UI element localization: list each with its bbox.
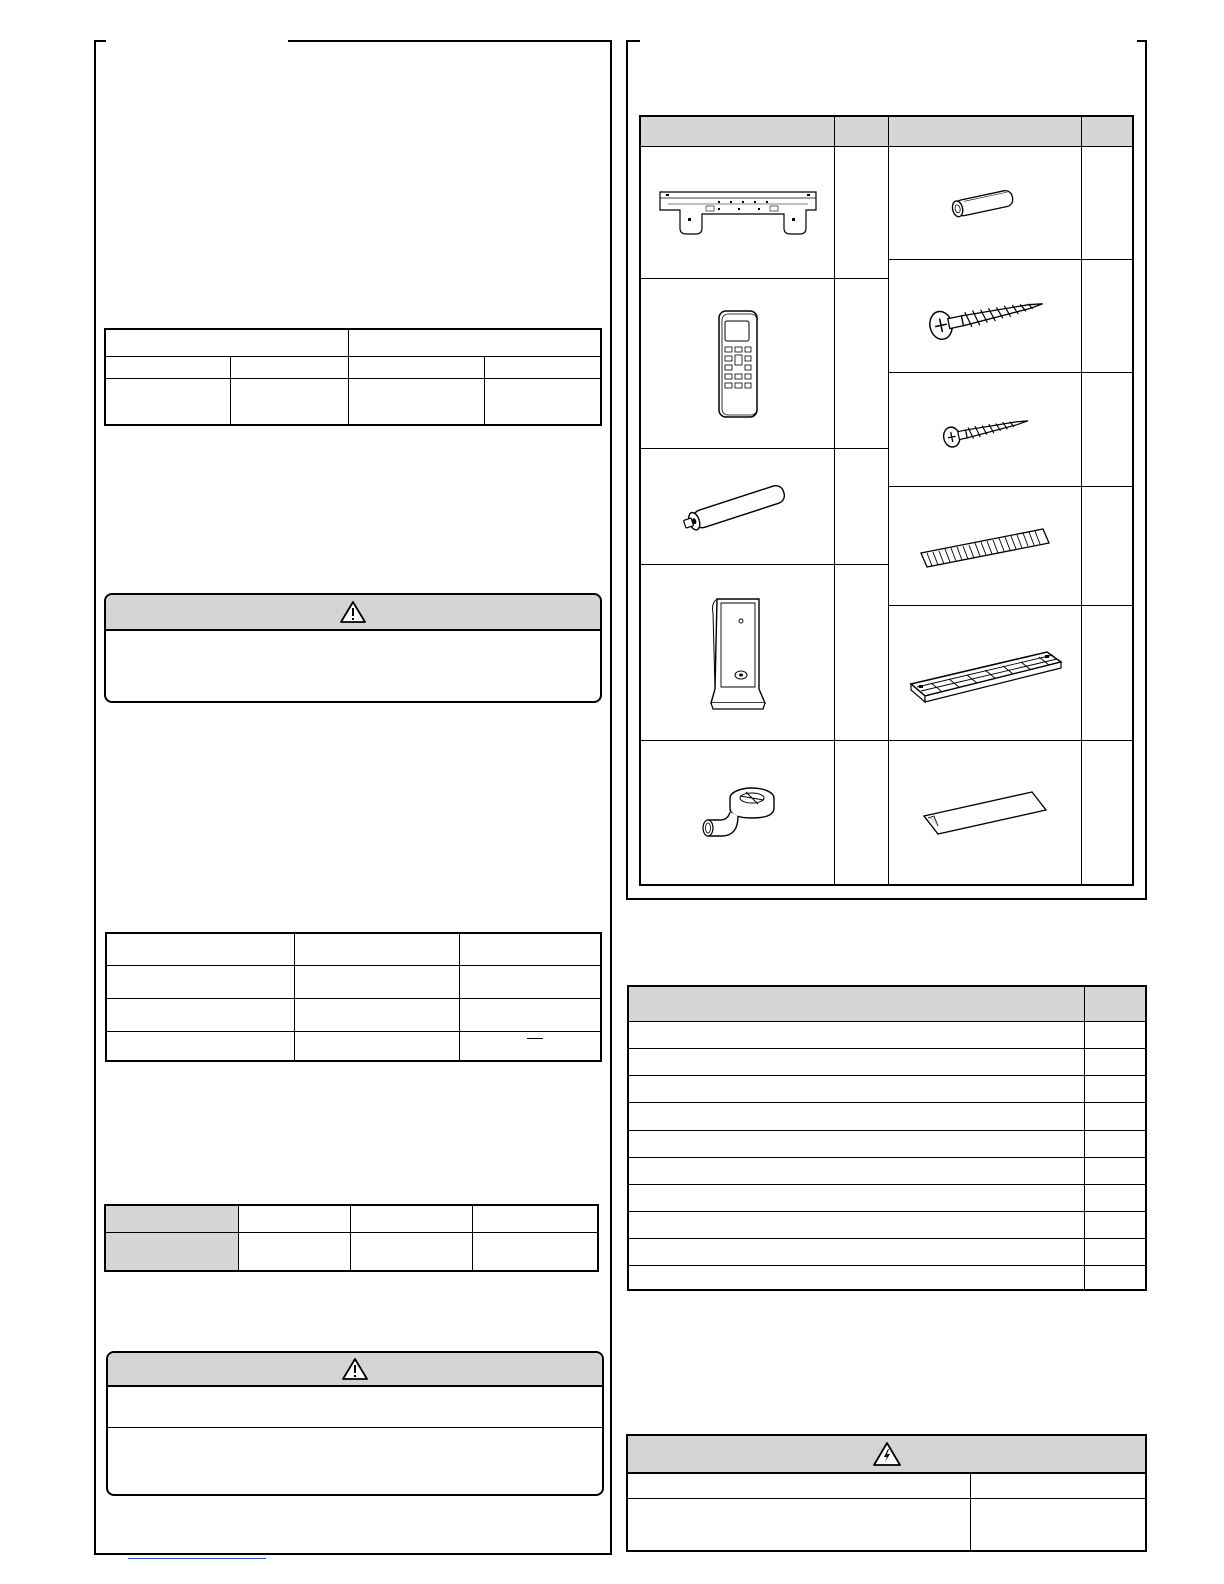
remote-holder-icon	[703, 593, 773, 713]
qty-cell	[835, 565, 889, 741]
qty-cell	[1082, 260, 1132, 373]
accessory-cell	[641, 279, 835, 449]
accessory-header	[889, 117, 1082, 147]
remote-controller-icon	[713, 309, 763, 419]
warning-triangle-icon	[342, 1358, 368, 1380]
electric-warning-header	[628, 1436, 1145, 1474]
electric-shock-icon	[873, 1442, 901, 1466]
accessory-cell	[889, 487, 1082, 606]
small-screw-icon	[935, 405, 1035, 455]
power-spec-table	[104, 328, 602, 426]
qty-cell	[1082, 487, 1132, 606]
qty-header	[1082, 117, 1132, 147]
mounting-plate-icon	[658, 188, 818, 238]
electric-warning-box	[626, 1434, 1147, 1552]
checklist-header	[629, 987, 1145, 1021]
accessory-cell	[641, 449, 835, 565]
accessory-cell	[641, 741, 835, 884]
pipe-table	[104, 1204, 599, 1272]
qty-cell	[835, 741, 889, 884]
accessory-cell	[889, 606, 1082, 741]
overline-mark	[527, 1038, 543, 1039]
drain-joint-icon	[698, 778, 778, 848]
accessory-cell	[889, 741, 1082, 884]
qty-cell	[1082, 147, 1132, 260]
air-filter-icon	[905, 638, 1065, 708]
qty-header	[835, 117, 889, 147]
tape-sheet-icon	[920, 788, 1050, 838]
warning-triangle-icon	[340, 601, 366, 623]
accessory-cell	[641, 565, 835, 741]
qty-cell	[1082, 373, 1132, 487]
checklist-table	[627, 985, 1147, 1291]
accessory-cell	[889, 147, 1082, 260]
battery-icon	[678, 482, 798, 532]
warning-header	[108, 1353, 602, 1387]
warning-box	[104, 593, 602, 703]
qty-cell	[1082, 741, 1132, 884]
accessory-cell	[889, 373, 1082, 487]
qty-cell	[835, 449, 889, 565]
accessories-table	[639, 115, 1134, 886]
filter-strip-icon	[915, 521, 1055, 571]
wall-anchor-icon	[945, 183, 1025, 223]
warning-box	[106, 1351, 604, 1496]
qty-cell	[835, 279, 889, 449]
accessory-cell	[641, 147, 835, 279]
link-underline[interactable]	[128, 1558, 266, 1559]
qty-cell	[835, 147, 889, 279]
qty-cell	[1082, 606, 1132, 741]
warning-header	[106, 595, 600, 631]
clearance-table	[105, 932, 602, 1062]
accessory-cell	[889, 260, 1082, 373]
accessory-header	[641, 117, 835, 147]
large-screw-icon	[920, 286, 1050, 346]
